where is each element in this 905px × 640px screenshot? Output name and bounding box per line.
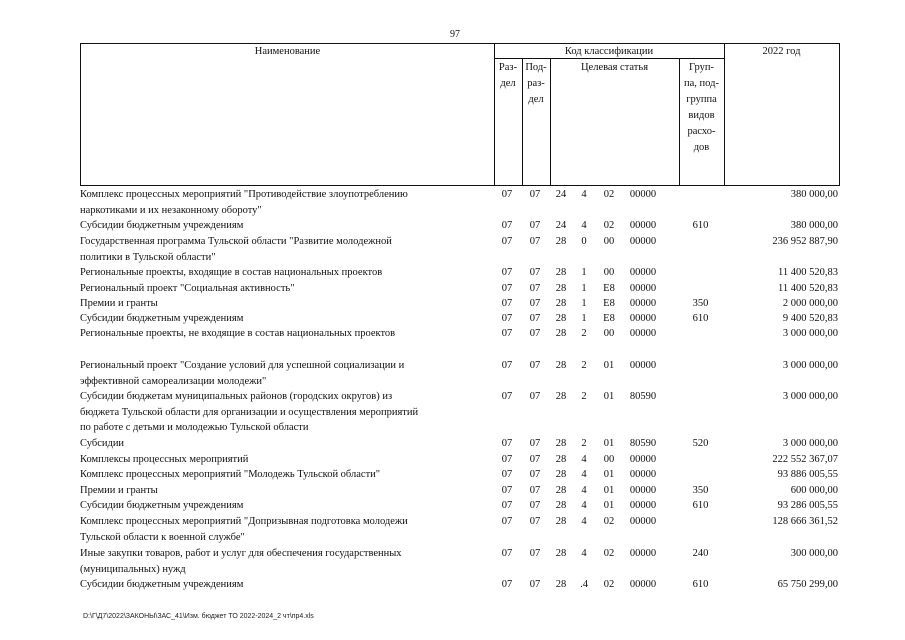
row-name-line: Комплексы процессных мероприятий [80,454,249,465]
row-code-t3: 01 [603,469,615,480]
row-name-line: Тульской области к военной службе" [80,531,245,543]
row-name [80,467,490,483]
row-code-t3: E8 [603,298,615,309]
row-code-r: 07 [501,298,513,309]
table-header [80,43,840,186]
row-code-t3: 01 [603,438,615,449]
row-name-line: эффективной самореализации молодежи" [80,375,267,387]
row-name-line: Региональные проекты, входящие в состав национальных проектов [80,267,383,278]
row-code-r: 07 [501,469,513,480]
row-code-t1: 28 [555,298,567,309]
row-name-line: Субсидии бюджетным учреждениям [80,579,244,590]
row-code-t1: 28 [555,328,567,339]
row-code-t2: 1 [581,313,587,324]
file-path-footer: D:\Г\Д7\2022\ЗАКОНЫ\ЗАС_41\Изм. бюджет ТО 2022-2024_2 чт\пр4.xls [83,613,314,620]
row-name [80,265,490,281]
row-code-t2: 4 [581,548,587,559]
row-code-t2: 1 [581,298,587,309]
row-code-p: 07 [529,220,541,231]
row-amount: 9 400 520,83 [782,313,838,324]
header-razdel [494,60,522,92]
divider-podrazdel [550,58,551,185]
row-code-t2: 4 [581,469,587,480]
row-amount: 3 000 000,00 [782,328,838,339]
row-code-t1: 24 [555,189,567,200]
row-code-t3: 00 [603,328,615,339]
row-amount: 93 286 005,55 [777,500,838,511]
row-code-t4: 00000 [629,469,657,480]
row-code-t1: 28 [555,548,567,559]
row-code-r: 07 [501,500,513,511]
row-name-line: Иные закупки товаров, работ и услуг для обеспечения государственных [80,548,402,559]
header-target: Целевая статья [580,62,649,73]
row-code-p: 07 [529,579,541,590]
row-name-line: (муниципальных) нужд [80,563,186,575]
row-code-t2: 2 [581,391,587,402]
row-code-t1: 28 [555,500,567,511]
row-code-t1: 28 [555,391,567,402]
row-code-r: 07 [501,438,513,449]
header-podrazdel-line: Под- [525,62,547,73]
row-code-t3: 00 [603,267,615,278]
row-code-t3: 01 [603,500,615,511]
row-name-line: Субсидии бюджетным учреждениям [80,220,244,231]
row-code-t2: 0 [581,236,587,247]
row-code-p: 07 [529,360,541,371]
row-code-t1: 28 [555,283,567,294]
row-code-t1: 24 [555,220,567,231]
header-group-line: па, под- [684,78,719,89]
header-group-line: дов [693,142,710,153]
row-name-line: Региональный проект "Создание условий для успешной социализации и [80,360,405,371]
row-name [80,436,490,452]
row-amount: 236 952 887,90 [772,236,838,247]
row-name-line: Премии и гранты [80,485,158,496]
row-amount: 11 400 520,83 [778,267,838,278]
row-code-t2: 4 [581,454,587,465]
header-podrazdel-line: дел [528,94,544,105]
row-code-t4: 00000 [629,516,657,527]
row-code-g: 520 [692,438,709,449]
row-name-line: по работе с детьми и молодежью Тульской области [80,422,309,433]
header-group-line: видов [688,110,715,121]
row-name [80,281,490,297]
row-code-t1: 28 [555,579,567,590]
row-name-line: Субсидии бюджетным учреждениям [80,313,244,324]
row-name [80,452,490,468]
row-code-p: 07 [529,391,541,402]
row-code-t2: 2 [581,438,587,449]
row-name-line: Субсидии бюджетным учреждениям [80,500,244,511]
row-name-line: Государственная программа Тульской области "Развитие молодежной [80,236,392,247]
row-code-r: 07 [501,548,513,559]
row-code-g: 240 [692,548,709,559]
row-name-line: Комплекс процессных мероприятий "Допризывная подготовка молодежи [80,516,408,527]
row-code-g: 610 [692,220,709,231]
row-code-t3: 02 [603,189,615,200]
row-name [80,311,490,327]
row-name [80,187,490,218]
row-amount: 3 000 000,00 [782,391,838,402]
row-name [80,234,490,265]
header-razdel-line: Раз- [498,62,518,73]
row-code-p: 07 [529,283,541,294]
divider-year [724,43,725,185]
row-code-r: 07 [501,313,513,324]
row-code-t2: 2 [581,328,587,339]
row-code-p: 07 [529,189,541,200]
row-name-line: Комплекс процессных мероприятий "Молодежь Тульской области" [80,469,381,480]
row-amount: 128 666 361,52 [772,516,838,527]
row-code-p: 07 [529,469,541,480]
row-code-r: 07 [501,189,513,200]
row-code-r: 07 [501,283,513,294]
row-name-line: Премии и гранты [80,298,158,309]
row-code-t4: 00000 [629,500,657,511]
header-group-line: группа [686,94,717,105]
row-code-r: 07 [501,516,513,527]
row-code-r: 07 [501,454,513,465]
row-code-r: 07 [501,360,513,371]
row-name [80,296,490,312]
row-code-t3: 02 [603,220,615,231]
header-group-line: Груп- [689,62,714,73]
row-code-t3: 00 [603,236,615,247]
row-code-g: 350 [692,485,709,496]
row-code-g: 610 [692,579,709,590]
row-code-t3: E8 [603,283,615,294]
page-number: 97 [450,29,460,40]
row-code-t3: 01 [603,360,615,371]
row-code-t4: 80590 [629,391,657,402]
row-code-t4: 00000 [629,360,657,371]
row-amount: 65 750 299,00 [777,579,838,590]
row-code-t1: 28 [555,516,567,527]
row-amount: 222 552 367,07 [772,454,838,465]
row-code-t2: 4 [581,189,587,200]
row-code-t4: 00000 [629,485,657,496]
row-name [80,358,490,389]
row-name-line: Субсидии [80,438,125,449]
row-code-t1: 28 [555,267,567,278]
header-code: Код классификации [564,46,654,57]
row-code-t2: 4 [581,516,587,527]
row-code-r: 07 [501,485,513,496]
row-code-r: 07 [501,267,513,278]
row-code-t4: 00000 [629,267,657,278]
header-year: 2022 год [762,46,801,57]
row-name [80,577,490,593]
row-code-t4: 00000 [629,313,657,324]
header-razdel-line: дел [500,78,516,89]
row-code-p: 07 [529,298,541,309]
row-name-line: политики в Тульской области" [80,251,216,263]
row-code-t3: 02 [603,516,615,527]
row-code-t1: 28 [555,360,567,371]
row-code-p: 07 [529,236,541,247]
row-code-t2: 1 [581,283,587,294]
row-code-t4: 00000 [629,283,657,294]
row-code-t3: E8 [603,313,615,324]
header-podrazdel [522,60,550,108]
row-code-t2: 1 [581,267,587,278]
header-name: Наименование [254,46,321,57]
row-name [80,483,490,499]
row-code-g: 610 [692,500,709,511]
row-code-t2: .4 [580,579,588,590]
row-code-r: 07 [501,236,513,247]
row-code-t2: 2 [581,360,587,371]
row-code-t1: 28 [555,313,567,324]
row-code-t4: 00000 [629,189,657,200]
row-code-p: 07 [529,267,541,278]
row-amount: 300 000,00 [790,548,838,559]
row-amount: 11 400 520,83 [778,283,838,294]
row-amount: 3 000 000,00 [782,360,838,371]
row-code-g: 610 [692,313,709,324]
row-code-t4: 00000 [629,548,657,559]
row-name [80,389,490,436]
row-code-t2: 4 [581,485,587,496]
row-amount: 600 000,00 [790,485,838,496]
row-code-p: 07 [529,438,541,449]
row-code-r: 07 [501,391,513,402]
row-code-r: 07 [501,220,513,231]
row-code-p: 07 [529,454,541,465]
row-name [80,326,490,342]
row-code-g: 350 [692,298,709,309]
header-podrazdel-line: раз- [527,78,545,89]
row-code-t3: 01 [603,485,615,496]
row-code-t1: 28 [555,469,567,480]
row-amount: 380 000,00 [790,189,838,200]
row-code-t1: 28 [555,438,567,449]
row-code-p: 07 [529,485,541,496]
row-code-t3: 02 [603,579,615,590]
row-code-t1: 28 [555,485,567,496]
row-code-t2: 4 [581,220,587,231]
row-code-t4: 00000 [629,220,657,231]
row-code-t4: 00000 [629,579,657,590]
row-code-t2: 4 [581,500,587,511]
row-code-p: 07 [529,500,541,511]
row-amount: 3 000 000,00 [782,438,838,449]
header-group-line: расхо- [687,126,716,137]
header-group [679,60,724,156]
row-code-t3: 01 [603,391,615,402]
row-code-t4: 80590 [629,438,657,449]
row-code-t3: 02 [603,548,615,559]
row-code-p: 07 [529,516,541,527]
row-code-t4: 00000 [629,236,657,247]
row-amount: 2 000 000,00 [782,298,838,309]
row-code-p: 07 [529,328,541,339]
row-code-r: 07 [501,328,513,339]
row-name-line: Комплекс процессных мероприятий "Противодействие злоупотреблению [80,189,408,200]
row-name [80,498,490,514]
row-name [80,546,490,577]
row-code-t1: 28 [555,454,567,465]
row-name [80,514,490,545]
row-code-t4: 00000 [629,298,657,309]
row-name-line: бюджета Тульской области для организации и осуществления мероприятий [80,406,419,418]
row-name-line: Региональный проект "Социальная активность" [80,283,295,294]
row-name-line: Субсидии бюджетам муниципальных районов (городских округов) из [80,391,393,402]
row-name-line: наркотиками и их незаконному обороту" [80,204,262,216]
row-name-line: Региональные проекты, не входящие в состав национальных проектов [80,328,396,339]
row-code-t4: 00000 [629,454,657,465]
row-code-t3: 00 [603,454,615,465]
row-amount: 380 000,00 [790,220,838,231]
row-code-r: 07 [501,579,513,590]
row-code-t4: 00000 [629,328,657,339]
row-name [80,218,490,234]
row-amount: 93 886 005,55 [777,469,838,480]
row-code-p: 07 [529,548,541,559]
row-code-p: 07 [529,313,541,324]
row-code-t1: 28 [555,236,567,247]
